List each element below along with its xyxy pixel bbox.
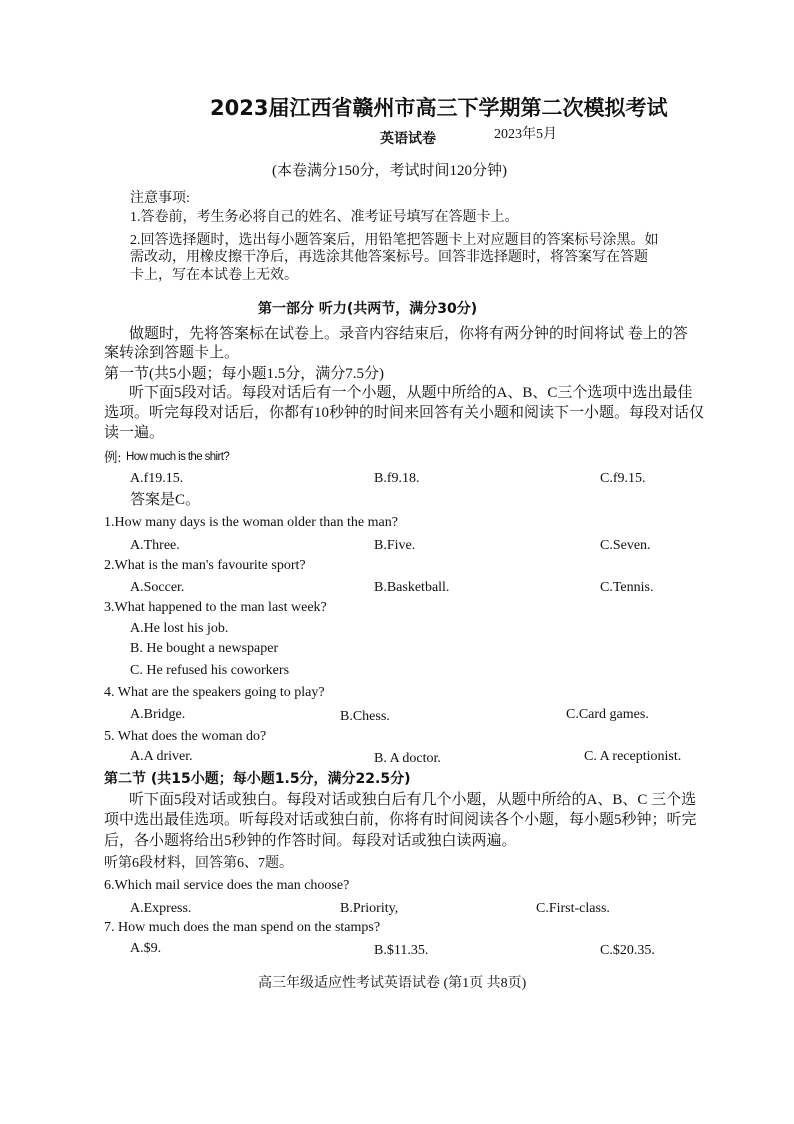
question-7-option-c: C.$20.35.	[600, 943, 655, 958]
subject-label: 英语试卷	[380, 131, 436, 147]
question-6: 6.Which mail service does the man choose?	[104, 878, 350, 893]
section1-instruction-line-1: 听下面5段对话。每段对话后有一个小题，从题中所给的A、B、C三个选项中选出最佳	[129, 385, 693, 401]
question-6-option-b: B.Priority,	[340, 901, 399, 916]
question-6-option-a: A.Express.	[130, 901, 192, 916]
question-7-option-a: A.$9.	[130, 941, 162, 956]
question-7-option-b: B.$11.35.	[374, 943, 429, 958]
question-5: 5. What does the woman do?	[104, 729, 267, 744]
question-2: 2.What is the man's favourite sport?	[104, 558, 306, 573]
notice-item-1: 1.答卷前，考生务必将自己的姓名、准考证号填写在答题卡上。	[130, 210, 519, 225]
question-2-option-a: A.Soccer.	[130, 580, 185, 595]
question-5-option-c: C. A receptionist.	[584, 749, 682, 764]
notice-heading: 注意事项:	[130, 191, 190, 206]
question-4-option-a: A.Bridge.	[130, 707, 186, 722]
section1-instruction-line-2: 选项。听完每段对话后，你都有10秒钟的时间来回答有关小题和阅读下一小题。每段对话仅	[104, 405, 705, 421]
exam-date: 2023年5月	[494, 127, 557, 142]
passage-6-label: 听第6段材料，回答第6、7题。	[104, 856, 293, 871]
question-1-option-b: B.Five.	[374, 538, 416, 553]
question-1-option-c: C.Seven.	[600, 538, 651, 553]
notice-item-2-line-3: 卡上，写在本试卷上无效。	[130, 268, 298, 283]
section2-instruction-line-1: 听下面5段对话或独白。每段对话或独白后有几个小题，从题中所给的A、B、C 三个选	[129, 792, 697, 808]
question-5-option-b: B. A doctor.	[374, 751, 441, 766]
question-3-option-c: C. He refused his coworkers	[130, 663, 290, 678]
question-3: 3.What happened to the man last week?	[104, 600, 327, 615]
question-4-option-b: B.Chess.	[340, 709, 390, 724]
section2-instruction-line-3: 后，各小题将给出5秒钟的作答时间。每段对话或独白读两遍。	[104, 833, 517, 849]
section1-instruction-line-3: 读一遍。	[104, 425, 165, 441]
question-2-option-c: C.Tennis.	[600, 580, 654, 595]
notice-item-2-line-1: 2.回答选择题时，选出每小题答案后，用铅笔把答题卡上对应题目的答案标号涂黑。如	[130, 233, 659, 248]
part1-intro-line-1: 做题时，先将答案标在试卷上。录音内容结束后，你将有两分钟的时间将试 卷上的答	[129, 326, 688, 342]
question-3-option-a: A.He lost his job.	[130, 621, 229, 636]
section2-instruction-line-2: 项中选出最佳选项。听每段对话或独白前，你将有时间阅读各个小题，每小题5秒钟；听完	[104, 812, 697, 828]
exam-title: 2023届江西省赣州市高三下学期第二次模拟考试	[210, 96, 668, 120]
section1-heading: 第一节(共5小题；每小题1.5分，满分7.5分)	[104, 366, 384, 382]
question-6-option-c: C.First-class.	[536, 901, 610, 916]
section2-heading: 第二节 (共15小题；每小题1.5分，满分22.5分)	[104, 771, 411, 787]
example-answer: 答案是C。	[130, 492, 201, 508]
example-option-b: B.f9.18.	[374, 471, 420, 486]
example-prefix: 例:	[104, 450, 122, 465]
question-5-option-a: A.A driver.	[130, 749, 193, 764]
part1-intro-line-2: 案转涂到答题卡上。	[104, 345, 240, 361]
page-footer: 高三年级适应性考试英语试卷 (第1页 共8页)	[258, 976, 527, 991]
example-option-c: C.f9.15.	[600, 471, 646, 486]
question-1: 1.How many days is the woman older than the man?	[104, 515, 398, 530]
full-marks-note: (本卷满分150分，考试时间120分钟)	[272, 163, 507, 179]
question-4-option-c: C.Card games.	[566, 707, 649, 722]
example-option-a: A.f19.15.	[130, 471, 184, 486]
question-7: 7. How much does the man spend on the stamps?	[104, 920, 381, 935]
question-1-option-a: A.Three.	[130, 538, 180, 553]
question-4: 4. What are the speakers going to play?	[104, 685, 325, 700]
question-2-option-b: B.Basketball.	[374, 580, 450, 595]
part1-heading: 第一部分 听力(共两节，满分30分)	[258, 301, 478, 317]
question-3-option-b: B. He bought a newspaper	[130, 641, 279, 656]
notice-item-2-line-2: 需改动，用橡皮擦干净后，再选涂其他答案标号。回答非选择题时，将答案写在答题	[130, 250, 648, 265]
example-question: How much is the shirt?	[126, 451, 230, 463]
